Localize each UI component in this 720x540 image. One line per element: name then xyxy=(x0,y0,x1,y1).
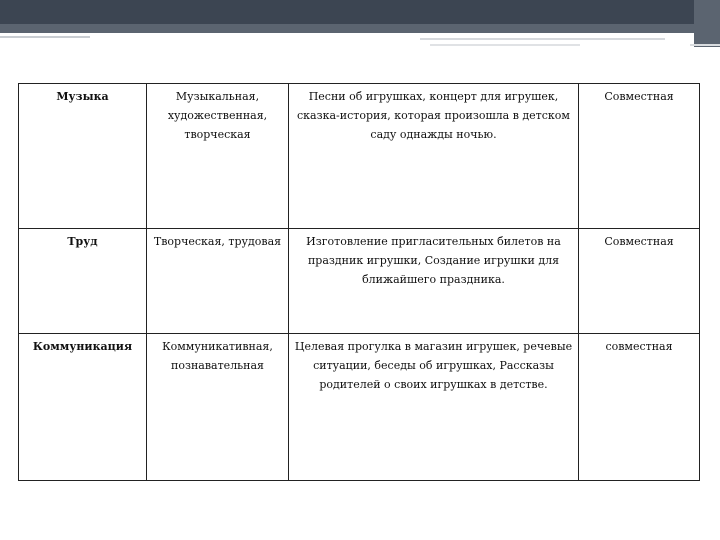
table-row xyxy=(19,334,700,481)
header-deco-line xyxy=(0,36,90,38)
form-cell: совместная xyxy=(579,334,700,481)
header-band-dark xyxy=(0,0,720,24)
activity-type-cell: Творческая, трудовая xyxy=(147,229,289,334)
table-row xyxy=(19,84,700,229)
header-band-tab xyxy=(0,24,700,33)
area-cell: Музыка xyxy=(19,84,147,229)
table-row xyxy=(19,229,700,334)
content-cell: Изготовление пригласительных билетов на праздник игрушки, Создание игрушки для ближайшего праздника. xyxy=(289,229,579,334)
content-cell: Песни об игрушках, концерт для игрушек, сказка-история, которая произошла в детском саду однажды ночью. xyxy=(289,84,579,229)
header-corner-block xyxy=(694,0,720,47)
activity-type-cell: Коммуникативная, познавательная xyxy=(147,334,289,481)
header-deco-line xyxy=(430,44,580,46)
form-cell: Совместная xyxy=(579,84,700,229)
header-deco-line xyxy=(420,38,665,40)
form-cell: Совместная xyxy=(579,229,700,334)
content-cell: Целевая прогулка в магазин игрушек, речевые ситуации, беседы об игрушках, Рассказы родителей о своих игрушках в детстве. xyxy=(289,334,579,481)
activity-table xyxy=(18,83,700,481)
header-deco-line xyxy=(690,44,720,46)
area-cell: Коммуникация xyxy=(19,334,147,481)
area-cell: Труд xyxy=(19,229,147,334)
activity-type-cell: Музыкальная, художественная, творческая xyxy=(147,84,289,229)
